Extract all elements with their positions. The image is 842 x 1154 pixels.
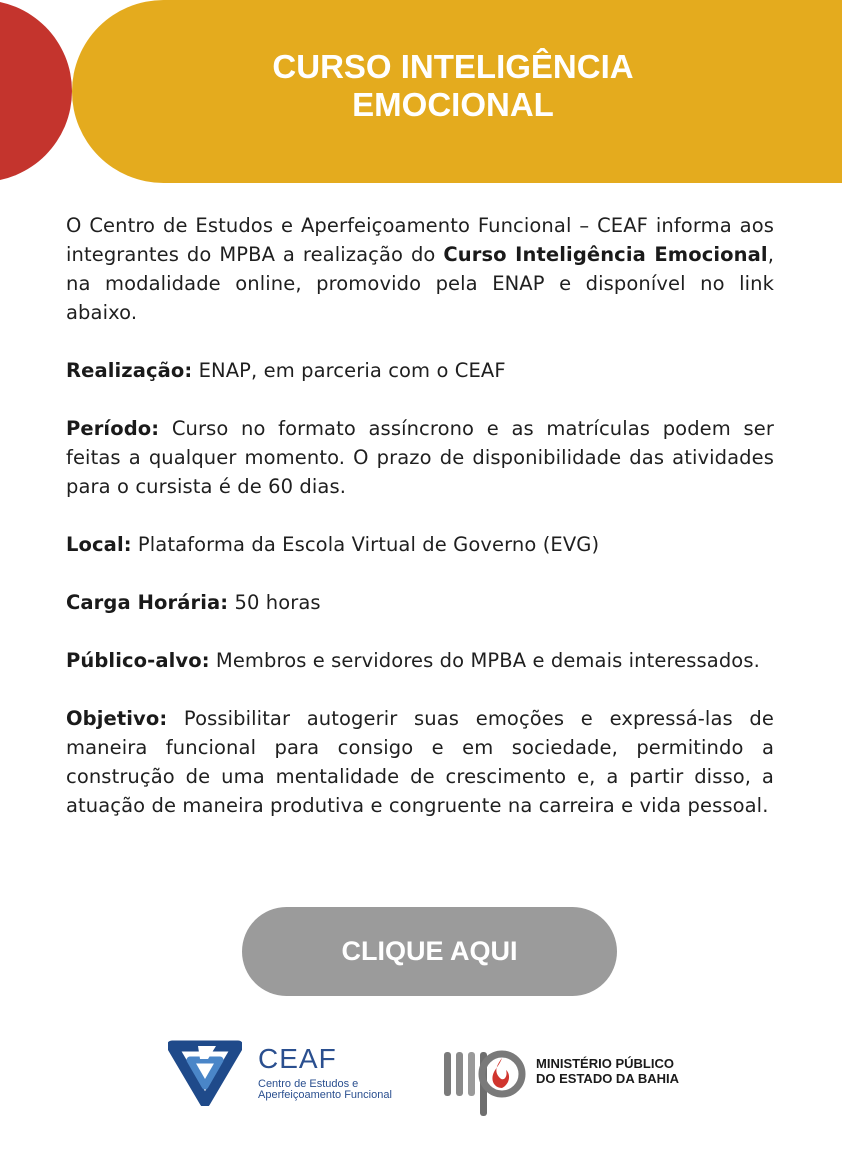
mpba-logo	[442, 1046, 692, 1118]
ceaf-logo-subtitle-2: Aperfeiçoamento Funcional	[258, 1089, 392, 1101]
ceaf-logo-name: CEAF	[258, 1043, 337, 1074]
detail-value: ENAP, em parceria com o CEAF	[192, 359, 506, 382]
detail-label: Período:	[66, 417, 160, 440]
mpba-logo-line-1: MINISTÉRIO PÚBLICO	[536, 1056, 674, 1071]
ceaf-logo	[168, 1038, 413, 1108]
ceaf-logo-subtitle-1: Centro de Estudos e	[258, 1078, 359, 1090]
detail-value: Curso no formato assíncrono e as matrículas podem ser feitas a qualquer momento. O prazo de disponibilidade das atividades para o cursista é de 60 dias.	[66, 417, 774, 498]
intro-course-name: Curso Inteligência Emocional	[443, 243, 768, 266]
detail-label: Público-alvo:	[66, 649, 210, 672]
ceaf-triangle-logo-icon	[168, 1040, 242, 1106]
page-title	[72, 48, 834, 124]
detail-label: Carga Horária:	[66, 591, 229, 614]
detail-publico-alvo	[66, 646, 774, 675]
detail-label: Local:	[66, 533, 132, 556]
detail-label: Realização:	[66, 359, 193, 382]
detail-value: Plataforma da Escola Virtual de Governo (EVG)	[131, 533, 600, 556]
detail-realizacao	[66, 356, 774, 385]
mpba-logo-line-2: DO ESTADO DA BAHIA	[536, 1071, 679, 1086]
announcement-body	[66, 211, 774, 849]
decorative-red-circle	[0, 0, 72, 182]
detail-label: Objetivo:	[66, 707, 168, 730]
detail-local	[66, 530, 774, 559]
detail-value: 50 horas	[228, 591, 321, 614]
mp-logo-icon	[442, 1046, 526, 1118]
detail-value: Membros e servidores do MPBA e demais interessados.	[209, 649, 760, 672]
detail-objetivo	[66, 704, 774, 820]
page-title-line-2: EMOCIONAL	[352, 86, 554, 123]
page-title-line-1: CURSO INTELIGÊNCIA	[272, 48, 634, 85]
detail-periodo	[66, 414, 774, 501]
intro-paragraph	[66, 211, 774, 327]
detail-value: Possibilitar autogerir suas emoções e expressá-las de maneira funcional para consigo e em sociedade, permitindo a construção de uma mentalidade de crescimento e, a partir disso, a atuação de maneira produtiva e congruente na carreira e vida pessoal.	[66, 707, 774, 817]
header-banner	[72, 0, 842, 183]
intro-text-after: , na modalidade online, promovido pela ENAP e disponível no link abaixo.	[66, 243, 774, 324]
clique-aqui-button[interactable]: CLIQUE AQUI	[242, 907, 617, 996]
detail-carga-horaria	[66, 588, 774, 617]
intro-text-before: O Centro de Estudos e Aperfeiçoamento Funcional – CEAF informa aos integrantes do MPBA a realização do	[66, 214, 774, 266]
